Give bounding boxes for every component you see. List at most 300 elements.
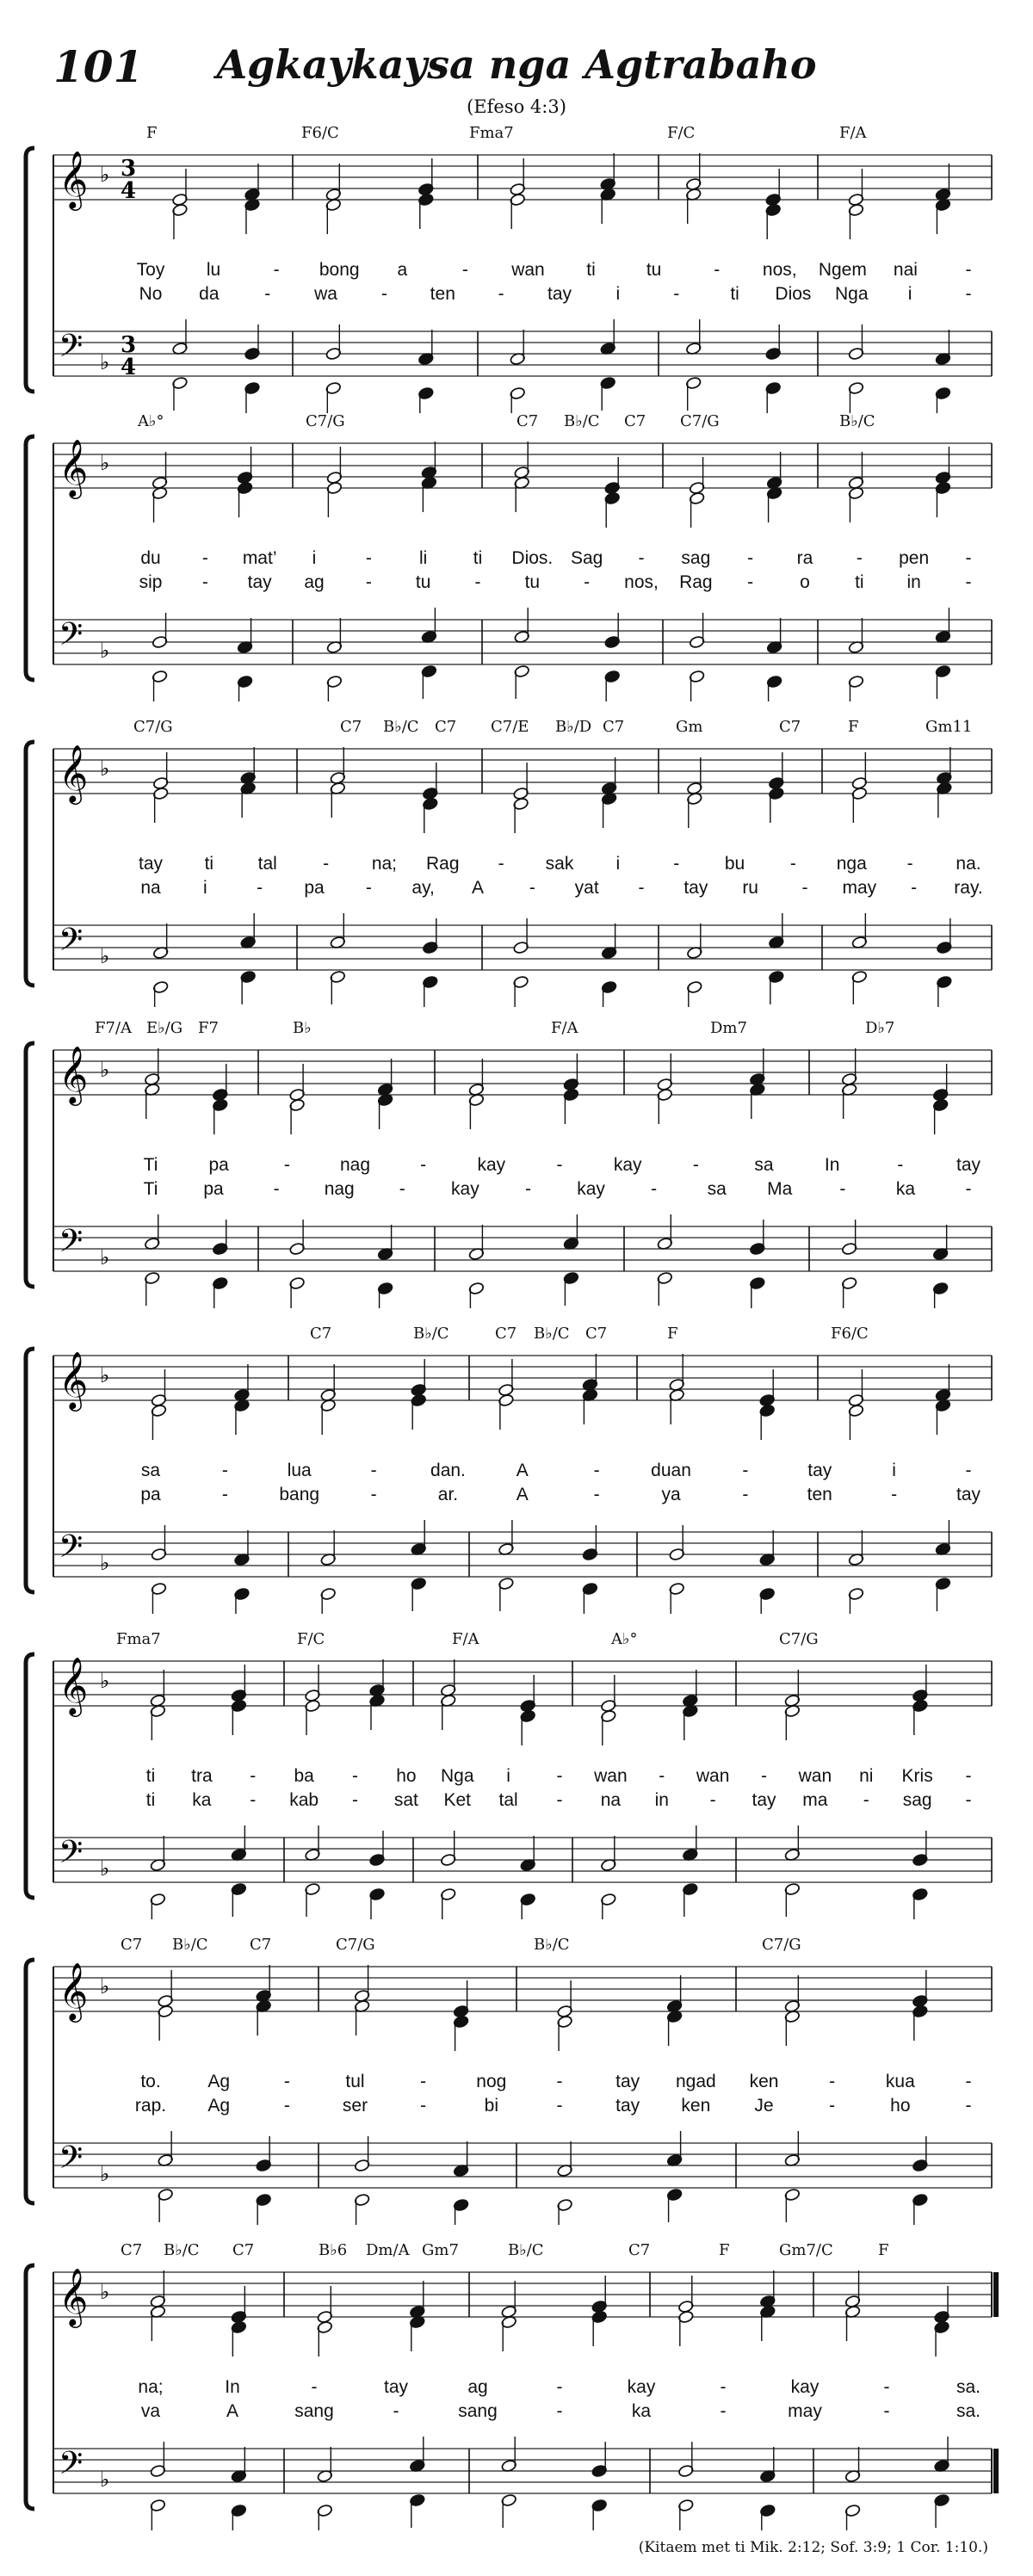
lyric-verse-1: sag [681,548,711,568]
lyric-verse-1: tay [956,1155,981,1175]
lyric-verse-1: - [352,1766,358,1786]
lyric-verse-1: Sag [570,548,603,568]
lyric-verse-2: - [891,1485,898,1504]
lyric-verse-1: na; [138,2377,164,2397]
lyric-verse-1: ba [294,1766,314,1786]
lyric-verse-1: sa [754,1155,774,1175]
lyric-verse-2: - [257,878,263,898]
lyric-verse-1: In [824,1155,840,1175]
lyric-verse-2: - [965,1179,972,1199]
lyric-verse-2: A [516,1485,529,1504]
system-bracket [26,742,34,985]
chord-symbol: C7/G [336,1936,375,1954]
lyric-verse-2: Ti [143,1179,158,1199]
chord-symbol: F [848,718,859,736]
lyric-verse-1: nog [476,2072,507,2091]
lyric-verse-1: - [273,260,280,280]
lyric-verse-1: - [370,1461,377,1480]
key-flat-icon: ♭ [100,1856,110,1881]
chord-symbol: C7/G [133,718,173,736]
lyric-verse-1: - [556,2377,563,2397]
lyric-verse-1: ngad [675,2072,716,2091]
lyric-verse-2: - [556,2096,563,2116]
lyric-verse-1: A [516,1461,529,1480]
lyric-verse-2: - [801,878,808,898]
chord-symbol: B♭/C [508,2241,544,2259]
system-bracket [26,1960,34,2203]
lyric-verse-2: - [584,572,591,592]
chord-symbol: Gm7 [422,2241,459,2259]
lyric-verse-2: - [911,878,918,898]
lyric-verse-1: kay [477,1155,506,1175]
lyric-verse-2: may [788,2401,822,2421]
lyric-verse-2: sag [902,1790,932,1810]
lyric-verse-1: - [965,1766,972,1786]
chord-symbol: F/C [667,124,696,142]
lyric-verse-1: - [965,1461,972,1480]
lyric-verse-2: bi [484,2096,499,2116]
lyric-verse-2: - [651,1179,658,1199]
lyric-verse-2: Je [754,2096,774,2116]
lyric-verse-1: Nga [440,1766,474,1786]
key-flat-icon: ♭ [100,757,110,781]
lyric-verse-1: - [856,548,863,568]
lyric-verse-2: wa [314,284,337,304]
lyric-verse-2: Nga [835,284,869,304]
lyric-verse-1: - [659,1766,665,1786]
treble-clef-icon: 𝄞 [59,1350,89,1409]
bass-clef-icon: 𝄢 [59,616,84,660]
treble-staff [53,1661,992,1706]
lyric-verse-1: wan [594,1766,628,1786]
lyric-verse-2: yat [574,878,599,898]
lyric-verse-1: - [638,548,645,568]
lyric-verse-1: nos, [762,260,797,280]
lyric-verse-1: dan. [430,1461,466,1480]
lyric-verse-2: Ag [207,2096,230,2116]
lyric-verse-1: kay [790,2377,820,2397]
bass-clef-icon: 𝄢 [59,2140,84,2184]
lyric-verse-1: - [311,2377,318,2397]
lyric-verse-1: tra [191,1766,213,1786]
lyric-verse-1: - [906,854,913,874]
lyric-verse-1: Toy [136,260,165,280]
footer-reference: (Kitaem met ti Mik. 2:12; Sof. 3:9; 1 Cor. 1:10.) [638,2539,988,2556]
treble-staff [53,155,992,200]
lyric-verse-1: ti [204,854,214,874]
lyric-verse-2: Ma [767,1179,793,1199]
key-flat-icon: ♭ [100,1551,110,1575]
key-flat-icon: ♭ [100,1974,110,1998]
lyric-verse-2: - [264,284,271,304]
chord-symbol: C7 [585,1325,608,1343]
lyric-verse-2: ten [430,284,455,304]
lyric-verse-1: bu [724,854,745,874]
system-4 [0,1019,1033,1308]
chord-symbol: C7 [628,2241,651,2259]
chord-symbol: C7 [340,718,362,736]
lyric-verse-1: wan [511,260,545,280]
chord-symbol: C7 [603,718,625,736]
lyric-verse-1: - [420,2072,427,2091]
lyric-verse-2: da [199,284,220,304]
lyric-verse-2: ya [661,1485,681,1504]
lyric-verse-1: duan [651,1461,691,1480]
lyric-verse-1: nga [836,854,867,874]
lyric-verse-2: - [201,572,208,592]
lyric-verse-1: tu [646,260,662,280]
chord-symbol: Gm [676,718,703,736]
lyric-verse-2: tu [524,572,541,592]
chord-symbol: C7 [250,1936,272,1954]
lyric-verse-2: - [839,1179,846,1199]
lyric-verse-1: Dios. [511,548,554,568]
lyric-verse-2: tay [752,1790,776,1810]
system-bracket [26,1043,34,1287]
lyric-verse-1: tul [345,2072,365,2091]
lyric-verse-1: - [789,854,796,874]
lyric-verse-2: ho [890,2096,911,2116]
treble-staff [53,749,992,794]
lyric-verse-2: sang [458,2401,498,2421]
chord-symbol: C7 [516,412,539,430]
lyric-verse-2: pa [304,878,325,898]
chord-symbol: F/A [551,1019,578,1037]
hymn-number: 101 [53,41,144,92]
chord-symbol: C7/G [779,1630,819,1648]
key-flat-icon: ♭ [100,1669,110,1693]
lyric-verse-2: Dios [775,284,812,304]
lyric-verse-1: ra [796,548,813,568]
lyric-verse-2: - [529,878,535,898]
chord-symbol: F [878,2241,889,2259]
lyric-verse-1: sa. [956,2377,981,2397]
chord-symbol: F/A [839,124,867,142]
chord-symbol: C7/G [680,412,720,430]
chord-symbol: D♭7 [865,1019,895,1037]
hymn-title: Agkaykaysa nga Agtrabaho [216,41,817,88]
lyric-verse-1: sa [140,1461,161,1480]
lyric-verse-2: ken [681,2096,711,2116]
key-flat-icon: ♭ [100,163,110,187]
lyric-verse-2: ma [802,1790,828,1810]
lyric-verse-1: pa [208,1155,229,1175]
lyric-verse-2: na [600,1790,622,1810]
lyric-verse-1: - [829,2072,836,2091]
lyric-verse-2: - [593,1485,600,1504]
lyric-verse-1: Rag [426,854,460,874]
bass-clef-icon: 𝄢 [59,922,84,966]
lyric-verse-1: Ag [207,2072,230,2091]
lyric-verse-2: o [800,572,810,592]
lyric-verse-2: Rag [679,572,713,592]
chord-symbol: B♭/C [534,1936,570,1954]
lyric-verse-2: tu [415,572,431,592]
lyric-verse-2: No [139,284,163,304]
key-flat-icon: ♭ [100,639,110,663]
system-3 [0,718,1033,1007]
bass-clef-icon: 𝄢 [59,328,84,372]
system-7 [0,1936,1033,2225]
lyric-verse-1: tay [615,2072,640,2091]
lyric-verse-2: ten [807,1485,832,1504]
chord-symbol: B♭/C [383,718,419,736]
chord-symbol: Gm7/C [779,2241,833,2259]
treble-clef-icon: 𝄞 [59,150,89,208]
chord-symbol: B♭6 [319,2241,348,2259]
lyric-verse-1: wan [696,1766,730,1786]
lyric-verse-2: may [842,878,877,898]
lyric-verse-2: ka [631,2401,652,2421]
lyric-verse-2: - [965,2096,972,2116]
lyric-verse-2: - [498,284,504,304]
lyric-verse-1: ag [467,2377,488,2397]
chord-symbol: C7/E [491,718,529,736]
lyric-verse-2: - [829,2096,836,2116]
lyric-verse-1: tay [138,854,164,874]
lyric-verse-2: bang [279,1485,320,1504]
system-bracket [26,2265,34,2509]
chord-symbol: C7 [121,1936,143,1954]
lyric-verse-2: tay [247,572,272,592]
lyric-verse-1: - [461,260,468,280]
lyric-verse-2: tay [615,2096,640,2116]
lyric-verse-2: - [524,1179,531,1199]
lyric-verse-2: ka [895,1179,916,1199]
lyric-verse-1: a [397,260,408,280]
lyric-verse-2: - [673,284,680,304]
lyric-verse-2: ar. [437,1485,459,1504]
chord-symbol: C7 [624,412,646,430]
lyric-verse-1: - [420,1155,427,1175]
lyric-verse-1: tay [807,1461,832,1480]
chord-symbol: Dm7 [710,1019,747,1037]
treble-clef-icon: 𝄞 [59,744,89,802]
lyric-verse-2: - [365,878,372,898]
lyric-verse-2: pa [203,1179,224,1199]
chord-symbol: B♭/C [534,1325,570,1343]
lyric-verse-2: - [965,284,972,304]
lyric-verse-2: sat [393,1790,418,1810]
key-flat-icon: ♭ [100,1058,110,1082]
lyric-verse-2: rap. [134,2096,167,2116]
lyric-verse-2: i [615,284,621,304]
lyric-verse-1: i [892,1461,896,1480]
lyric-verse-1: ken [749,2072,779,2091]
lyric-verse-2: pa [140,1485,161,1504]
lyric-verse-2: - [709,1790,716,1810]
lyric-verse-2: A [226,2401,239,2421]
lyric-verse-1: bong [319,260,360,280]
lyric-verse-2: i [907,284,912,304]
lyric-verse-2: ray. [954,878,983,898]
key-flat-icon: ♭ [100,350,110,374]
lyric-verse-2: - [365,572,372,592]
chord-symbol: A♭° [611,1630,638,1648]
lyric-verse-1: pen [899,548,930,568]
lyric-verse-2: ag [304,572,325,592]
bass-staff [53,1838,992,1882]
system-5 [0,1325,1033,1614]
lyric-verse-1: du [140,548,161,568]
bass-staff [53,1532,992,1577]
lyric-verse-2: - [638,878,645,898]
chord-symbol: C7 [232,2241,255,2259]
lyric-verse-1: - [897,1155,904,1175]
lyric-verse-2: - [399,1179,405,1199]
lyric-verse-2: - [965,572,972,592]
lyric-verse-2: ka [192,1790,212,1810]
lyric-verse-1: na; [371,854,398,874]
chord-symbol: C7 [121,2241,143,2259]
lyric-verse-1: i [506,1766,510,1786]
lyric-verse-1: - [747,548,754,568]
lyric-verse-2: tay [684,878,708,898]
lyric-verse-1: tal [257,854,277,874]
lyric-verse-2: tal [498,1790,518,1810]
system-8 [0,2241,1033,2530]
chord-symbol: F6/C [831,1325,869,1343]
time-signature-bottom: 4 [121,178,137,204]
lyric-verse-2: na [140,878,161,898]
lyric-verse-1: nag [339,1155,371,1175]
chord-symbol: C7/G [762,1936,801,1954]
lyric-verse-1: - [365,548,372,568]
lyric-verse-1: na. [956,854,981,874]
bass-clef-icon: 𝄢 [59,2445,84,2489]
lyric-verse-2: sa [707,1179,727,1199]
system-2 [0,412,1033,701]
lyric-verse-2: ti [145,1790,156,1810]
lyric-verse-1: i [615,854,621,874]
lyric-verse-1: - [556,1766,563,1786]
lyric-verse-2: sang [294,2401,334,2421]
lyric-verse-2: - [474,572,481,592]
lyric-verse-1: ti [145,1766,156,1786]
bass-clef-icon: 𝄢 [59,1223,84,1267]
system-bracket [26,436,34,680]
chord-symbol: F/C [297,1630,325,1648]
key-flat-icon: ♭ [100,2280,110,2304]
system-bracket [26,1654,34,1898]
lyric-verse-1: kua [885,2072,915,2091]
lyric-verse-2: - [283,2096,290,2116]
lyric-verse-1: mat’ [242,548,277,568]
chord-symbol: F6/C [301,124,339,142]
lyric-verse-2: va [140,2401,161,2421]
treble-clef-icon: 𝄞 [59,1045,89,1103]
chord-symbol: Gm11 [925,718,973,736]
lyric-verse-2: tay [956,1485,981,1504]
lyric-verse-2: - [250,1790,257,1810]
chord-symbol: Dm/A [366,2241,410,2259]
lyric-verse-2: - [352,1790,358,1810]
lyric-verse-2: i [202,878,207,898]
lyric-verse-1: - [673,854,680,874]
lyric-verse-2: ti [855,572,864,592]
lyric-verse-2: - [863,1790,869,1810]
lyric-verse-1: - [692,1155,699,1175]
bass-clef-icon: 𝄢 [59,1834,84,1878]
treble-clef-icon: 𝄞 [59,2267,89,2326]
lyric-verse-2: kay [451,1179,479,1199]
lyric-verse-2: kab [289,1790,319,1810]
chord-symbol: F7/A [95,1019,133,1037]
lyric-verse-2: - [965,1790,972,1810]
lyric-verse-1: lu [206,260,221,280]
chord-symbol: F [719,2241,730,2259]
chord-symbol: C7 [435,718,457,736]
lyric-verse-2: ay, [411,878,435,898]
lyric-verse-2: nag [324,1179,355,1199]
lyric-verse-1: tay [383,2377,409,2397]
lyric-verse-1: - [283,2072,290,2091]
chord-symbol: B♭/C [564,412,600,430]
treble-clef-icon: 𝄞 [59,1656,89,1714]
lyric-verse-2: - [380,284,387,304]
chord-symbol: A♭° [138,412,164,430]
chord-symbol: B♭/D [555,718,592,736]
lyric-verse-1: kay [627,2377,656,2397]
bass-staff [53,2143,992,2188]
chord-symbol: F7 [198,1019,219,1037]
chord-symbol: Fma7 [469,124,514,142]
lyric-verse-1: Ti [143,1155,158,1175]
lyric-verse-1: - [250,1766,257,1786]
lyric-verse-1: - [714,260,721,280]
treble-clef-icon: 𝄞 [59,438,89,497]
treble-staff [53,1967,992,2011]
lyric-verse-2: ser [342,2096,368,2116]
lyric-verse-2: tay [547,284,572,304]
chord-symbol: C7/G [306,412,345,430]
system-bracket [26,148,34,392]
chord-symbol: B♭ [293,1019,312,1037]
time-signature-bottom: 4 [121,355,137,380]
lyric-verse-2: - [370,1485,377,1504]
lyric-verse-1: ti [586,260,596,280]
lyric-verse-2: ru [742,878,758,898]
lyric-verse-1: - [883,2377,890,2397]
lyric-verse-1: wan [798,1766,832,1786]
key-flat-icon: ♭ [100,451,110,475]
lyric-verse-1: - [742,1461,749,1480]
bass-clef-icon: 𝄢 [59,1529,84,1572]
lyric-verse-1: - [593,1461,600,1480]
lyric-verse-2: - [556,1790,563,1810]
treble-staff [53,1356,992,1400]
lyric-verse-1: i [312,548,317,568]
lyric-verse-1: - [720,2377,727,2397]
lyric-verse-2: Ket [443,1790,472,1810]
chord-symbol: B♭/C [413,1325,449,1343]
time-signature-top: 3 [121,156,137,182]
lyric-verse-2: - [556,2401,563,2421]
chord-symbol: B♭/C [839,412,875,430]
system-1 [0,124,1033,413]
chord-symbol: C7 [310,1325,332,1343]
lyric-verse-1: Kris [901,1766,933,1786]
lyric-verse-1: - [556,1155,563,1175]
lyric-verse-2: nos, [624,572,659,592]
lyric-verse-1: nai [893,260,918,280]
lyric-verse-1: li [418,548,428,568]
key-flat-icon: ♭ [100,1363,110,1387]
lyric-verse-2: in [906,572,921,592]
lyric-verse-1: sak [545,854,574,874]
lyric-verse-1: - [221,1461,228,1480]
chord-symbol: E♭/G [146,1019,183,1037]
